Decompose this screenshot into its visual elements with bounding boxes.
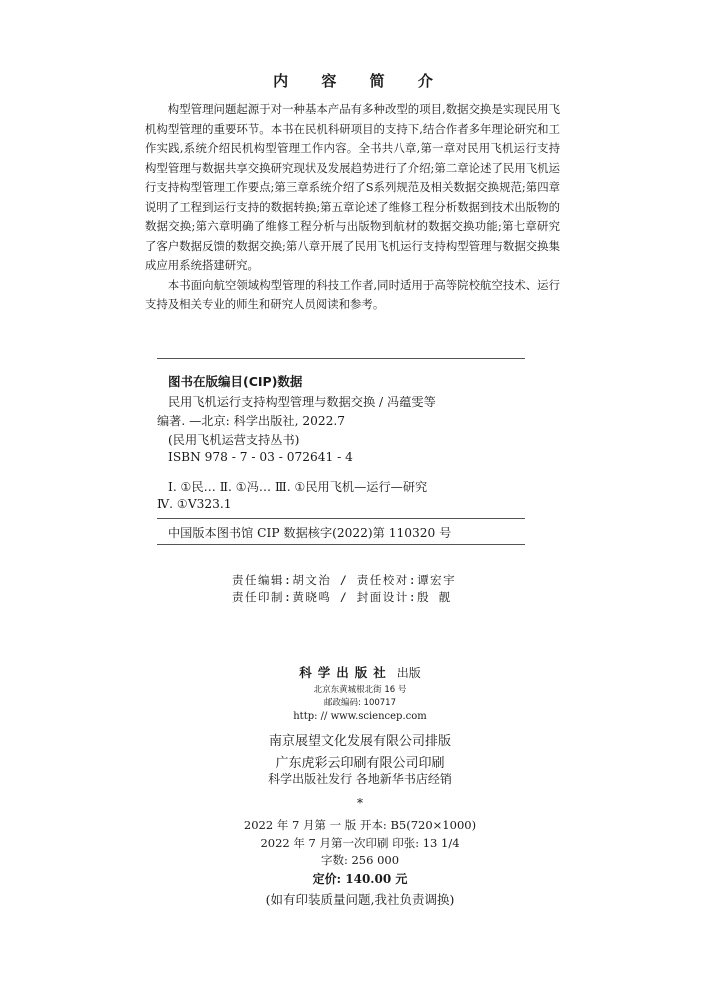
publisher-line — [0, 662, 720, 681]
cip-line-1: 民用飞机运行支持构型管理与数据交换 / 冯蕴雯等 — [168, 395, 436, 409]
cip-line-4: ISBN 978 - 7 - 03 - 072641 - 4 — [168, 450, 353, 464]
summary-paragraph-1: 构型管理问题起源于对一种基本产品有多种改型的项目,数据交换是实现民用飞机构型管理的重要环节。本书在民机科研项目的支持下,结合作者多年理论研究和工作实践,系统介绍民机构型管理工作内容。全书共八章,第一章对民用飞机运行支持构型管理与数据共享交换研究现状及发展趋势进行了介绍;第二章论述了民用飞机运行支持构型管理工作要点;第三章系统介绍了S系列规范及相关数据交换规范;第四章说明了工程到运行支持的数据转换;第五章论述了维修工程分析数据到技术出版物的数据交换;第六章明确了维修工程分析与出版物到航材的数据交换功能;第七章研究了客户数据反馈的数据交换;第八章开展了民用飞机运行支持构型管理与数据交换集成应用系统搭建研究。 — [145, 102, 560, 272]
cip-line-7: 中国版本图书馆 CIP 数据核字(2022)第 110320 号 — [168, 526, 452, 540]
cip-line-6: Ⅳ. ①V323.1 — [157, 497, 232, 511]
cip-line-5: Ⅰ. ①民… Ⅱ. ①冯… Ⅲ. ①民用飞机—运行—研究 — [168, 480, 428, 494]
quality-note: (如有印装质量问题,我社负责调换) — [265, 892, 455, 907]
summary-section — [145, 100, 560, 315]
cip-heading: 图书在版编目(CIP)数据 — [168, 374, 303, 389]
credits-line-2: 责任印制:黄晓鸣 / 封面设计:殷 靓 — [232, 590, 452, 604]
publisher-name: 科学出版社 — [299, 665, 392, 680]
publisher-suffix: 出版 — [396, 666, 421, 680]
price: 定价: 140.00 元 — [312, 872, 408, 886]
printer-line: 广东虎彩云印刷有限公司印刷 — [275, 756, 445, 771]
publisher-address: 北京东黄城根北街 16 号 — [313, 685, 407, 695]
publisher-postcode: 邮政编码: 100717 — [323, 698, 396, 708]
cip-bottom-rule — [157, 544, 525, 545]
summary-paragraph-2: 本书面向航空领域构型管理的科技工作者,同时适用于高等院校航空技术、运行支持及相关专业的师生和研究人员阅读和参考。 — [145, 277, 560, 311]
publisher-url: http: // www.sciencep.com — [293, 711, 427, 722]
cip-middle-rule — [157, 518, 525, 519]
edition-line-1: 2022 年 7 月第 一 版 开本: B5(720×1000) — [243, 818, 477, 832]
distribution-line: 科学出版社发行 各地新华书店经销 — [268, 772, 452, 786]
page-title: 内 容 简 介 — [273, 72, 447, 90]
edition-line-2: 2022 年 7 月第一次印刷 印张: 13 1/4 — [260, 836, 460, 850]
credits-line-1: 责任编辑:胡文治 / 责任校对:谭宏宇 — [232, 573, 457, 587]
cip-line-2: 编著. —北京: 科学出版社, 2022.7 — [157, 414, 345, 428]
cip-line-3: (民用飞机运营支持丛书) — [168, 433, 300, 447]
typeset-line: 南京展望文化发展有限公司排版 — [268, 734, 451, 749]
divider-star: * — [357, 796, 363, 810]
cip-top-rule — [157, 358, 525, 359]
word-count: 字数: 256 000 — [320, 853, 400, 867]
